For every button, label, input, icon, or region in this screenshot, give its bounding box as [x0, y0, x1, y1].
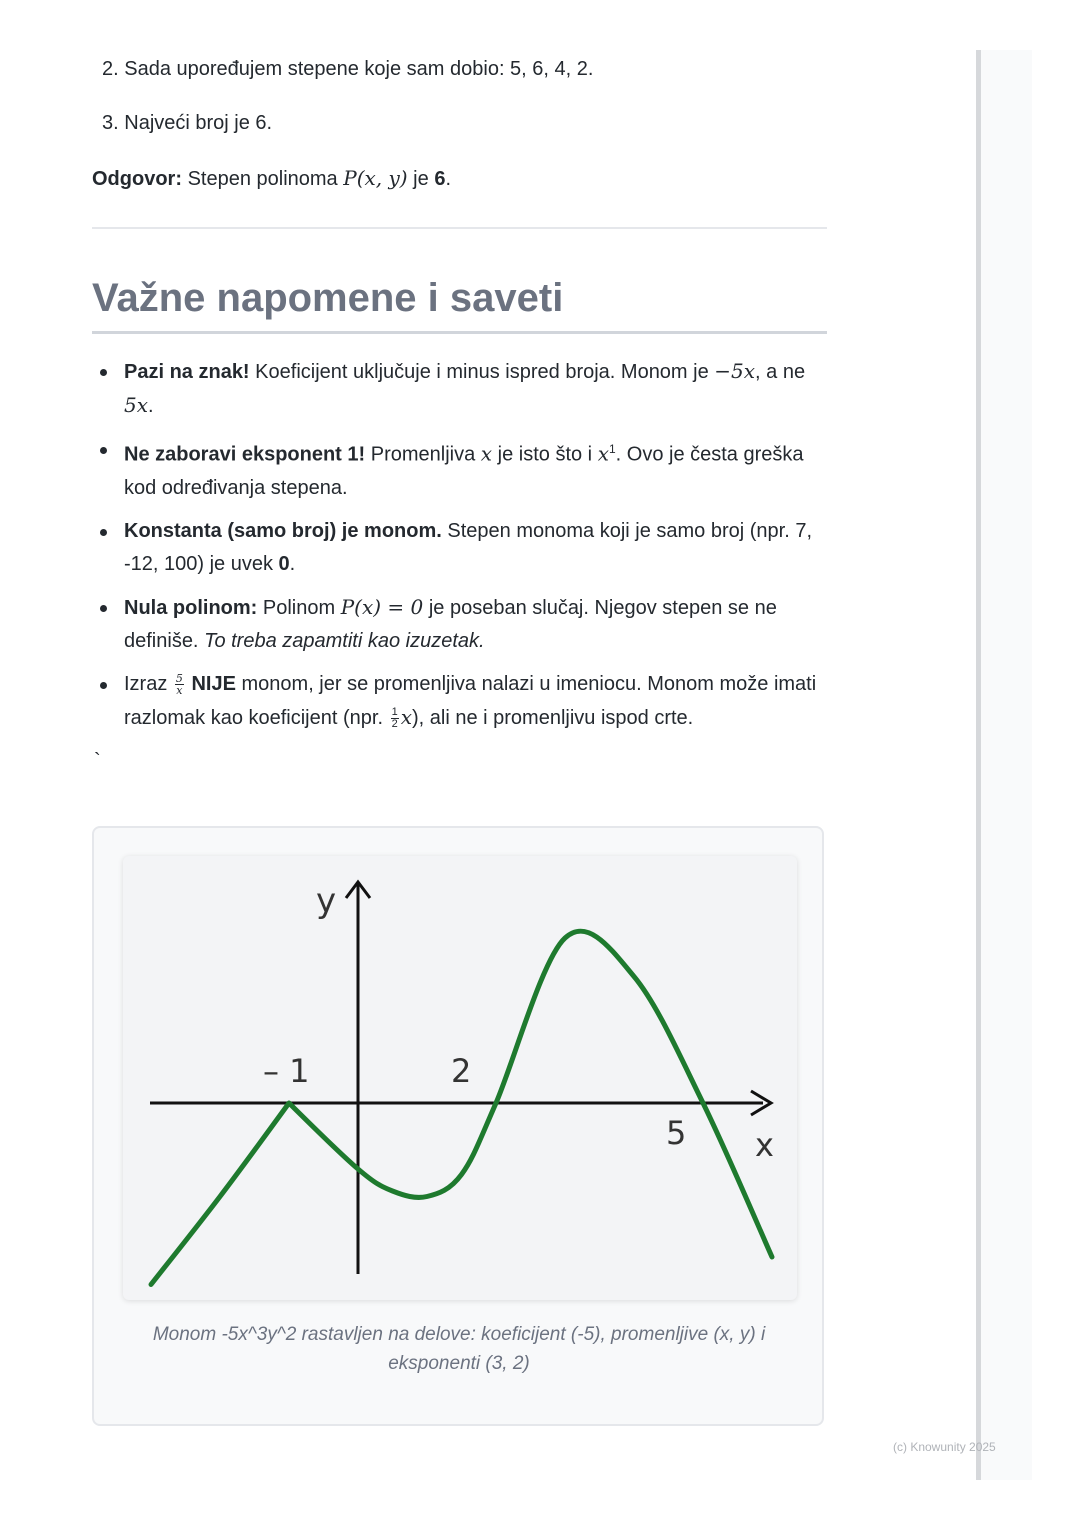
y-axis-label: y: [316, 881, 337, 921]
tips-list: [92, 355, 832, 745]
list-item: 2. Sada upoređujem stepene koje sam dobio: 5, 6, 4, 2.: [102, 58, 594, 80]
fraction: $\frac{1}{2}$: [391, 705, 398, 730]
section-heading: Važne napomene i saveti: [92, 276, 564, 320]
tick-label-5: 5: [666, 1114, 687, 1152]
copyright-footer: (c) Knowunity 2025: [893, 1440, 996, 1454]
fraction: $\frac{5}{x}$: [175, 671, 183, 697]
function-curve: [151, 931, 772, 1284]
divider: [92, 227, 827, 229]
heading-underline: [92, 331, 827, 334]
graph-card: [123, 856, 797, 1300]
answer-line: Odgovor: Stepen polinoma P(x, y) je 6.: [92, 166, 451, 190]
answer-label: Odgovor:: [92, 168, 182, 190]
list-item: 3. Najveći broj je 6.: [102, 112, 273, 134]
function-graph: [123, 856, 797, 1300]
list-item: Ne zaboravi eksponent 1! Promenljiva x je isto što i $x^1$. Ovo je česta greška kod određivanja stepena.: [92, 433, 832, 505]
stray-backtick: `: [94, 750, 101, 772]
figure-box: [92, 826, 824, 1426]
list-item: Pazi na znak! Koeficijent uključuje i minus ispred broja. Monom je −5x, a ne 5x.: [92, 355, 832, 423]
list-item: Konstanta (samo broj) je monom. Stepen monoma koji je samo broj (npr. 7, -12, 100) je uvek 0.: [92, 515, 832, 581]
figure-caption: Monom -5x^3y^2 rastavljen na delove: koeficijent (-5), promenljive (x, y) i eksponenti (3, 2): [152, 1324, 766, 1374]
sidebar-border: [976, 50, 981, 1480]
x-axis-label: x: [755, 1126, 774, 1164]
right-sidebar: [976, 50, 1032, 1480]
list-item: Izraz $\frac{5}{x}$ NIJE monom, jer se promenljiva nalazi u imeniocu. Monom može imati razlomak kao koeficijent (npr. $\frac{1}{2}$ x), ali ne i promenljivu ispod crte.: [92, 668, 832, 735]
tick-label-neg1: – 1: [263, 1052, 310, 1090]
steps-list: [102, 54, 593, 162]
list-item: Nula polinom: Polinom P(x) = 0 je poseban slučaj. Njegov stepen se ne definiše. To treba zapamtiti kao izuzetak.: [92, 591, 832, 658]
answer-value: 6: [434, 168, 446, 190]
tick-label-2: 2: [451, 1052, 472, 1090]
